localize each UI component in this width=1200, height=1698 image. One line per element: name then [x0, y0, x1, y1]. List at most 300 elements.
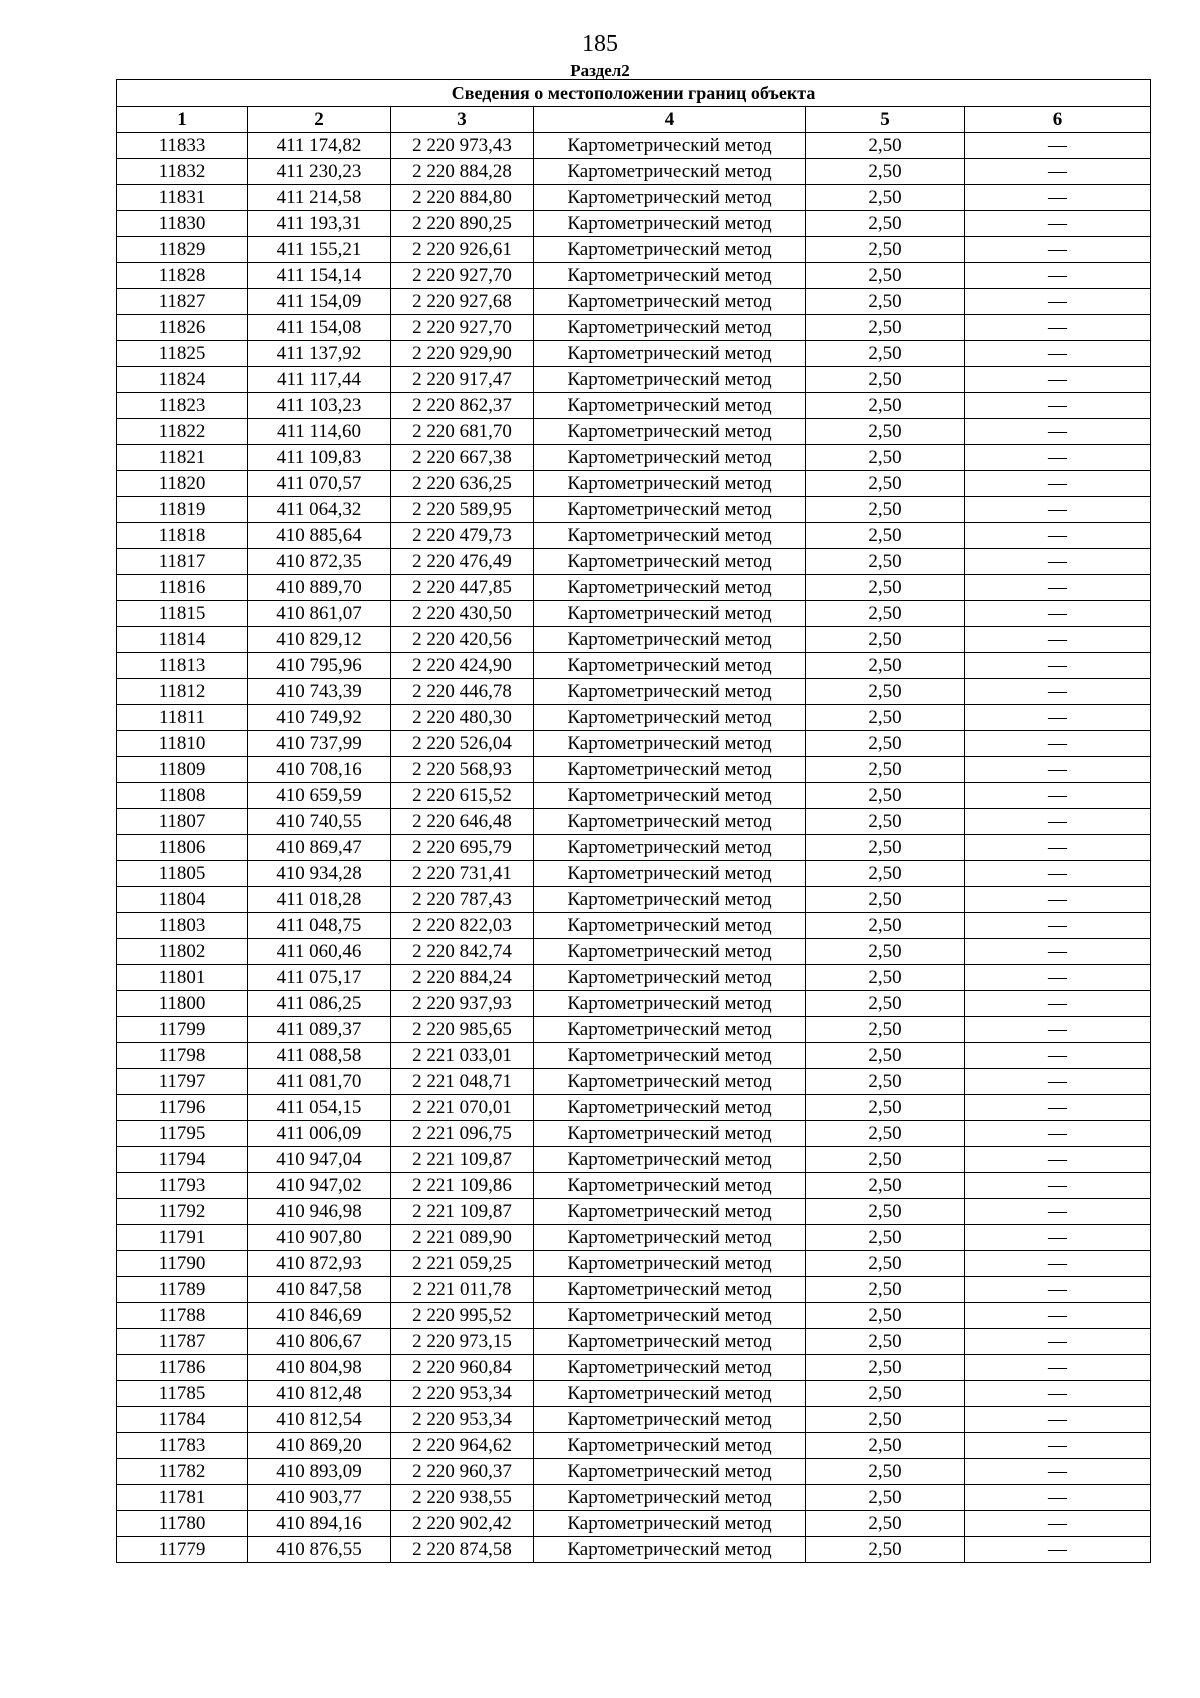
point-number-cell: 11807 [117, 809, 248, 835]
table-row [117, 627, 1151, 653]
table-row [117, 991, 1151, 1017]
table-row [117, 237, 1151, 263]
x-coordinate-cell: 410 946,98 [248, 1199, 391, 1225]
y-coordinate-cell: 2 220 681,70 [391, 419, 534, 445]
y-coordinate-cell: 2 221 059,25 [391, 1251, 534, 1277]
table-row [117, 783, 1151, 809]
accuracy-cell: 2,50 [806, 1121, 965, 1147]
accuracy-cell: 2,50 [806, 289, 965, 315]
method-cell: Картометрический метод [534, 1147, 806, 1173]
y-coordinate-cell: 2 220 927,70 [391, 315, 534, 341]
accuracy-cell: 2,50 [806, 679, 965, 705]
point-number-cell: 11783 [117, 1433, 248, 1459]
note-cell: — [965, 1277, 1151, 1303]
y-coordinate-cell: 2 220 479,73 [391, 523, 534, 549]
x-coordinate-cell: 410 934,28 [248, 861, 391, 887]
accuracy-cell: 2,50 [806, 653, 965, 679]
accuracy-cell: 2,50 [806, 731, 965, 757]
method-cell: Картометрический метод [534, 1485, 806, 1511]
table-row [117, 133, 1151, 159]
note-cell: — [965, 1485, 1151, 1511]
note-cell: — [965, 757, 1151, 783]
accuracy-cell: 2,50 [806, 1433, 965, 1459]
table-row [117, 861, 1151, 887]
x-coordinate-cell: 410 894,16 [248, 1511, 391, 1537]
accuracy-cell: 2,50 [806, 393, 965, 419]
x-coordinate-cell: 410 812,48 [248, 1381, 391, 1407]
method-cell: Картометрический метод [534, 497, 806, 523]
table-row [117, 211, 1151, 237]
x-coordinate-cell: 410 804,98 [248, 1355, 391, 1381]
point-number-cell: 11832 [117, 159, 248, 185]
note-cell: — [965, 1173, 1151, 1199]
accuracy-cell: 2,50 [806, 263, 965, 289]
note-cell: — [965, 1225, 1151, 1251]
accuracy-cell: 2,50 [806, 1485, 965, 1511]
table-row [117, 523, 1151, 549]
point-number-cell: 11809 [117, 757, 248, 783]
point-number-cell: 11816 [117, 575, 248, 601]
note-cell: — [965, 445, 1151, 471]
note-cell: — [965, 133, 1151, 159]
y-coordinate-cell: 2 220 960,37 [391, 1459, 534, 1485]
x-coordinate-cell: 411 088,58 [248, 1043, 391, 1069]
accuracy-cell: 2,50 [806, 315, 965, 341]
point-number-cell: 11788 [117, 1303, 248, 1329]
note-cell: — [965, 549, 1151, 575]
point-number-cell: 11817 [117, 549, 248, 575]
table-row [117, 1433, 1151, 1459]
note-cell: — [965, 575, 1151, 601]
x-coordinate-cell: 411 154,08 [248, 315, 391, 341]
x-coordinate-cell: 411 054,15 [248, 1095, 391, 1121]
table-row [117, 1069, 1151, 1095]
x-coordinate-cell: 411 137,92 [248, 341, 391, 367]
point-number-cell: 11824 [117, 367, 248, 393]
accuracy-cell: 2,50 [806, 757, 965, 783]
method-cell: Картометрический метод [534, 861, 806, 887]
note-cell: — [965, 315, 1151, 341]
method-cell: Картометрический метод [534, 965, 806, 991]
table-row [117, 809, 1151, 835]
point-number-cell: 11815 [117, 601, 248, 627]
note-cell: — [965, 1069, 1151, 1095]
x-coordinate-cell: 411 193,31 [248, 211, 391, 237]
y-coordinate-cell: 2 220 646,48 [391, 809, 534, 835]
point-number-cell: 11798 [117, 1043, 248, 1069]
y-coordinate-cell: 2 220 842,74 [391, 939, 534, 965]
y-coordinate-cell: 2 220 568,93 [391, 757, 534, 783]
accuracy-cell: 2,50 [806, 1251, 965, 1277]
accuracy-cell: 2,50 [806, 1355, 965, 1381]
table-body [117, 133, 1151, 1563]
note-cell: — [965, 939, 1151, 965]
point-number-cell: 11808 [117, 783, 248, 809]
method-cell: Картометрический метод [534, 783, 806, 809]
note-cell: — [965, 731, 1151, 757]
note-cell: — [965, 913, 1151, 939]
method-cell: Картометрический метод [534, 445, 806, 471]
table-row [117, 1121, 1151, 1147]
column-number-row [117, 107, 1151, 133]
table-caption: Сведения о местоположении границ объекта [117, 80, 1151, 107]
method-cell: Картометрический метод [534, 679, 806, 705]
accuracy-cell: 2,50 [806, 497, 965, 523]
method-cell: Картометрический метод [534, 1407, 806, 1433]
y-coordinate-cell: 2 221 011,78 [391, 1277, 534, 1303]
table-row [117, 965, 1151, 991]
note-cell: — [965, 263, 1151, 289]
table-row [117, 1355, 1151, 1381]
x-coordinate-cell: 410 903,77 [248, 1485, 391, 1511]
point-number-cell: 11825 [117, 341, 248, 367]
note-cell: — [965, 471, 1151, 497]
accuracy-cell: 2,50 [806, 211, 965, 237]
note-cell: — [965, 1459, 1151, 1485]
accuracy-cell: 2,50 [806, 861, 965, 887]
method-cell: Картометрический метод [534, 367, 806, 393]
x-coordinate-cell: 410 876,55 [248, 1537, 391, 1563]
x-coordinate-cell: 410 812,54 [248, 1407, 391, 1433]
table-row [117, 471, 1151, 497]
note-cell: — [965, 679, 1151, 705]
note-cell: — [965, 705, 1151, 731]
x-coordinate-cell: 410 861,07 [248, 601, 391, 627]
method-cell: Картометрический метод [534, 1537, 806, 1563]
table-row [117, 1511, 1151, 1537]
y-coordinate-cell: 2 221 109,86 [391, 1173, 534, 1199]
table-row [117, 757, 1151, 783]
method-cell: Картометрический метод [534, 575, 806, 601]
table-row [117, 367, 1151, 393]
y-coordinate-cell: 2 220 902,42 [391, 1511, 534, 1537]
table-row [117, 1017, 1151, 1043]
method-cell: Картометрический метод [534, 1459, 806, 1485]
x-coordinate-cell: 410 749,92 [248, 705, 391, 731]
accuracy-cell: 2,50 [806, 1329, 965, 1355]
method-cell: Картометрический метод [534, 159, 806, 185]
y-coordinate-cell: 2 220 927,70 [391, 263, 534, 289]
y-coordinate-cell: 2 220 430,50 [391, 601, 534, 627]
y-coordinate-cell: 2 221 048,71 [391, 1069, 534, 1095]
accuracy-cell: 2,50 [806, 1147, 965, 1173]
method-cell: Картометрический метод [534, 289, 806, 315]
note-cell: — [965, 1095, 1151, 1121]
y-coordinate-cell: 2 221 070,01 [391, 1095, 534, 1121]
x-coordinate-cell: 410 846,69 [248, 1303, 391, 1329]
y-coordinate-cell: 2 220 973,15 [391, 1329, 534, 1355]
method-cell: Картометрический метод [534, 835, 806, 861]
point-number-cell: 11812 [117, 679, 248, 705]
point-number-cell: 11802 [117, 939, 248, 965]
accuracy-cell: 2,50 [806, 185, 965, 211]
x-coordinate-cell: 411 214,58 [248, 185, 391, 211]
table-row [117, 1095, 1151, 1121]
point-number-cell: 11791 [117, 1225, 248, 1251]
method-cell: Картометрический метод [534, 315, 806, 341]
coordinates-table [116, 79, 1151, 1563]
table-row [117, 653, 1151, 679]
point-number-cell: 11819 [117, 497, 248, 523]
method-cell: Картометрический метод [534, 913, 806, 939]
point-number-cell: 11830 [117, 211, 248, 237]
point-number-cell: 11780 [117, 1511, 248, 1537]
y-coordinate-cell: 2 220 787,43 [391, 887, 534, 913]
point-number-cell: 11831 [117, 185, 248, 211]
method-cell: Картометрический метод [534, 939, 806, 965]
accuracy-cell: 2,50 [806, 1303, 965, 1329]
point-number-cell: 11833 [117, 133, 248, 159]
note-cell: — [965, 1017, 1151, 1043]
x-coordinate-cell: 411 086,25 [248, 991, 391, 1017]
accuracy-cell: 2,50 [806, 367, 965, 393]
accuracy-cell: 2,50 [806, 913, 965, 939]
method-cell: Картометрический метод [534, 991, 806, 1017]
point-number-cell: 11829 [117, 237, 248, 263]
note-cell: — [965, 289, 1151, 315]
accuracy-cell: 2,50 [806, 237, 965, 263]
y-coordinate-cell: 2 220 636,25 [391, 471, 534, 497]
x-coordinate-cell: 411 103,23 [248, 393, 391, 419]
table-row [117, 1537, 1151, 1563]
point-number-cell: 11784 [117, 1407, 248, 1433]
accuracy-cell: 2,50 [806, 341, 965, 367]
method-cell: Картометрический метод [534, 1121, 806, 1147]
table-row [117, 1199, 1151, 1225]
point-number-cell: 11826 [117, 315, 248, 341]
accuracy-cell: 2,50 [806, 1277, 965, 1303]
note-cell: — [965, 601, 1151, 627]
table-row [117, 913, 1151, 939]
table-row [117, 419, 1151, 445]
note-cell: — [965, 627, 1151, 653]
point-number-cell: 11804 [117, 887, 248, 913]
x-coordinate-cell: 411 006,09 [248, 1121, 391, 1147]
method-cell: Картометрический метод [534, 1225, 806, 1251]
y-coordinate-cell: 2 220 917,47 [391, 367, 534, 393]
x-coordinate-cell: 410 947,02 [248, 1173, 391, 1199]
method-cell: Картометрический метод [534, 1251, 806, 1277]
note-cell: — [965, 1199, 1151, 1225]
y-coordinate-cell: 2 220 890,25 [391, 211, 534, 237]
x-coordinate-cell: 410 829,12 [248, 627, 391, 653]
column-header: 1 [117, 107, 248, 133]
accuracy-cell: 2,50 [806, 1511, 965, 1537]
table-row [117, 601, 1151, 627]
table-row [117, 185, 1151, 211]
table-row [117, 1173, 1151, 1199]
x-coordinate-cell: 411 230,23 [248, 159, 391, 185]
accuracy-cell: 2,50 [806, 419, 965, 445]
table-row [117, 445, 1151, 471]
note-cell: — [965, 835, 1151, 861]
table-row [117, 1043, 1151, 1069]
note-cell: — [965, 991, 1151, 1017]
method-cell: Картометрический метод [534, 627, 806, 653]
accuracy-cell: 2,50 [806, 1407, 965, 1433]
note-cell: — [965, 1121, 1151, 1147]
y-coordinate-cell: 2 220 995,52 [391, 1303, 534, 1329]
accuracy-cell: 2,50 [806, 471, 965, 497]
x-coordinate-cell: 411 060,46 [248, 939, 391, 965]
column-header: 2 [248, 107, 391, 133]
note-cell: — [965, 1329, 1151, 1355]
accuracy-cell: 2,50 [806, 1199, 965, 1225]
table-row [117, 835, 1151, 861]
point-number-cell: 11818 [117, 523, 248, 549]
accuracy-cell: 2,50 [806, 1459, 965, 1485]
note-cell: — [965, 1407, 1151, 1433]
x-coordinate-cell: 411 109,83 [248, 445, 391, 471]
point-number-cell: 11827 [117, 289, 248, 315]
accuracy-cell: 2,50 [806, 1225, 965, 1251]
table-row [117, 575, 1151, 601]
note-cell: — [965, 887, 1151, 913]
x-coordinate-cell: 410 869,20 [248, 1433, 391, 1459]
x-coordinate-cell: 411 154,14 [248, 263, 391, 289]
accuracy-cell: 2,50 [806, 705, 965, 731]
point-number-cell: 11820 [117, 471, 248, 497]
note-cell: — [965, 1511, 1151, 1537]
note-cell: — [965, 783, 1151, 809]
note-cell: — [965, 1303, 1151, 1329]
section-title: Раздел2 [570, 61, 630, 80]
method-cell: Картометрический метод [534, 549, 806, 575]
y-coordinate-cell: 2 220 937,93 [391, 991, 534, 1017]
y-coordinate-cell: 2 220 615,52 [391, 783, 534, 809]
accuracy-cell: 2,50 [806, 991, 965, 1017]
table-row [117, 679, 1151, 705]
y-coordinate-cell: 2 221 109,87 [391, 1147, 534, 1173]
method-cell: Картометрический метод [534, 1511, 806, 1537]
y-coordinate-cell: 2 220 424,90 [391, 653, 534, 679]
note-cell: — [965, 1381, 1151, 1407]
note-cell: — [965, 809, 1151, 835]
y-coordinate-cell: 2 220 953,34 [391, 1381, 534, 1407]
y-coordinate-cell: 2 220 926,61 [391, 237, 534, 263]
accuracy-cell: 2,50 [806, 159, 965, 185]
x-coordinate-cell: 410 889,70 [248, 575, 391, 601]
point-number-cell: 11795 [117, 1121, 248, 1147]
y-coordinate-cell: 2 221 089,90 [391, 1225, 534, 1251]
accuracy-cell: 2,50 [806, 939, 965, 965]
accuracy-cell: 2,50 [806, 835, 965, 861]
accuracy-cell: 2,50 [806, 965, 965, 991]
point-number-cell: 11811 [117, 705, 248, 731]
method-cell: Картометрический метод [534, 705, 806, 731]
note-cell: — [965, 367, 1151, 393]
y-coordinate-cell: 2 220 874,58 [391, 1537, 534, 1563]
column-header: 4 [534, 107, 806, 133]
point-number-cell: 11801 [117, 965, 248, 991]
table-row [117, 393, 1151, 419]
note-cell: — [965, 861, 1151, 887]
point-number-cell: 11800 [117, 991, 248, 1017]
table-row [117, 263, 1151, 289]
table-row [117, 315, 1151, 341]
table-row [117, 1147, 1151, 1173]
method-cell: Картометрический метод [534, 1095, 806, 1121]
note-cell: — [965, 159, 1151, 185]
table-row [117, 1225, 1151, 1251]
x-coordinate-cell: 410 795,96 [248, 653, 391, 679]
note-cell: — [965, 1433, 1151, 1459]
method-cell: Картометрический метод [534, 1303, 806, 1329]
x-coordinate-cell: 410 806,67 [248, 1329, 391, 1355]
x-coordinate-cell: 410 869,47 [248, 835, 391, 861]
method-cell: Картометрический метод [534, 653, 806, 679]
x-coordinate-cell: 411 089,37 [248, 1017, 391, 1043]
y-coordinate-cell: 2 221 109,87 [391, 1199, 534, 1225]
point-number-cell: 11790 [117, 1251, 248, 1277]
x-coordinate-cell: 410 659,59 [248, 783, 391, 809]
table-row [117, 341, 1151, 367]
note-cell: — [965, 419, 1151, 445]
y-coordinate-cell: 2 220 953,34 [391, 1407, 534, 1433]
x-coordinate-cell: 410 847,58 [248, 1277, 391, 1303]
note-cell: — [965, 237, 1151, 263]
accuracy-cell: 2,50 [806, 549, 965, 575]
table-row [117, 1329, 1151, 1355]
point-number-cell: 11792 [117, 1199, 248, 1225]
x-coordinate-cell: 410 947,04 [248, 1147, 391, 1173]
y-coordinate-cell: 2 220 862,37 [391, 393, 534, 419]
note-cell: — [965, 1355, 1151, 1381]
table-row [117, 1485, 1151, 1511]
point-number-cell: 11806 [117, 835, 248, 861]
point-number-cell: 11822 [117, 419, 248, 445]
method-cell: Картометрический метод [534, 757, 806, 783]
method-cell: Картометрический метод [534, 1017, 806, 1043]
method-cell: Картометрический метод [534, 887, 806, 913]
y-coordinate-cell: 2 220 884,24 [391, 965, 534, 991]
y-coordinate-cell: 2 221 096,75 [391, 1121, 534, 1147]
method-cell: Картометрический метод [534, 1199, 806, 1225]
point-number-cell: 11814 [117, 627, 248, 653]
y-coordinate-cell: 2 220 938,55 [391, 1485, 534, 1511]
column-header: 3 [391, 107, 534, 133]
accuracy-cell: 2,50 [806, 133, 965, 159]
x-coordinate-cell: 411 155,21 [248, 237, 391, 263]
note-cell: — [965, 1147, 1151, 1173]
x-coordinate-cell: 411 081,70 [248, 1069, 391, 1095]
column-header: 5 [806, 107, 965, 133]
method-cell: Картометрический метод [534, 471, 806, 497]
x-coordinate-cell: 411 064,32 [248, 497, 391, 523]
accuracy-cell: 2,50 [806, 809, 965, 835]
table-row [117, 159, 1151, 185]
point-number-cell: 11785 [117, 1381, 248, 1407]
point-number-cell: 11821 [117, 445, 248, 471]
accuracy-cell: 2,50 [806, 887, 965, 913]
x-coordinate-cell: 411 114,60 [248, 419, 391, 445]
accuracy-cell: 2,50 [806, 627, 965, 653]
point-number-cell: 11779 [117, 1537, 248, 1563]
table-row [117, 887, 1151, 913]
x-coordinate-cell: 410 872,93 [248, 1251, 391, 1277]
point-number-cell: 11803 [117, 913, 248, 939]
x-coordinate-cell: 411 048,75 [248, 913, 391, 939]
y-coordinate-cell: 2 220 447,85 [391, 575, 534, 601]
point-number-cell: 11796 [117, 1095, 248, 1121]
point-number-cell: 11794 [117, 1147, 248, 1173]
table-row [117, 731, 1151, 757]
y-coordinate-cell: 2 220 964,62 [391, 1433, 534, 1459]
method-cell: Картометрический метод [534, 1277, 806, 1303]
accuracy-cell: 2,50 [806, 1381, 965, 1407]
y-coordinate-cell: 2 220 731,41 [391, 861, 534, 887]
y-coordinate-cell: 2 220 420,56 [391, 627, 534, 653]
